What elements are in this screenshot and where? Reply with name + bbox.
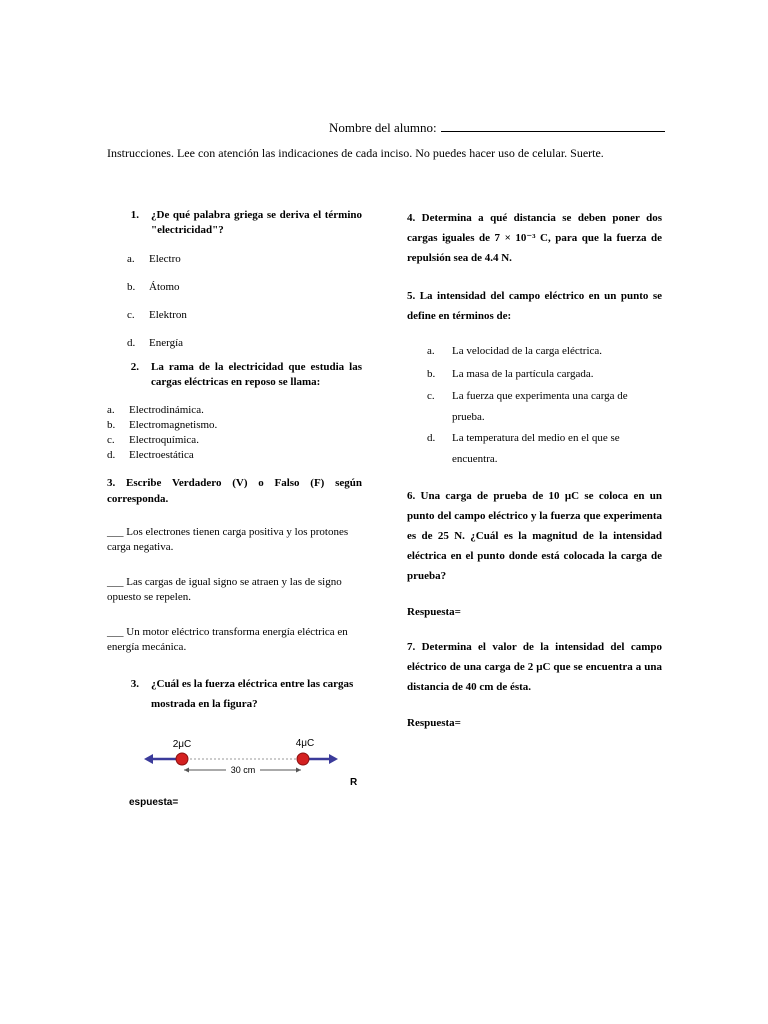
question-3b-number: 3. [130,678,139,690]
question-2 [107,360,362,390]
true-false-statement: ___ Las cargas de igual signo se atraen y las de signo opuesto se repelen. [107,576,342,603]
option-item: c. La fuerza que experimenta una carga de prueba. [427,390,628,423]
distance-label: 30 cm [230,765,256,775]
student-name-line [329,120,665,136]
question-7: 7. Determina el valor de la intensidad del campo eléctrico de una carga de 2 μC que se encuentra a una distancia de 40 cm de ésta. [407,641,662,693]
option-item: d. La temperatura del medio en el que se encuentra. [427,432,620,465]
question-4: 4. Determina a qué distancia se deben poner dos cargas iguales de 7 × 10⁻³ C, para que la fuerza de repulsión sea de 4.4 N. [407,212,662,264]
true-false-statement: ___ Un motor eléctrico transforma energía eléctrica en energía mecánica. [107,626,348,653]
question-3b-text: ¿Cuál es la fuerza eléctrica entre las cargas mostrada en la figura? [151,678,354,710]
question-1 [107,208,362,238]
option-item: d. Energía [127,337,184,349]
charge-2-label: 4μC [295,738,315,749]
answer-rest-fragment: espuesta= [129,797,179,808]
option-item: b. Electromagnetismo. [107,419,218,431]
option-item: c. Electroquímica. [107,434,199,446]
option-item: c. Elektron [127,309,187,321]
question-1-options [107,252,362,351]
answer-r-fragment: R [350,777,358,788]
option-item: a. Electrodinámica. [107,404,204,416]
question-5-options [407,341,662,470]
charge-1-label: 2μC [172,739,192,750]
right-column [407,208,662,733]
option-item: d. Electroestática [107,449,194,461]
left-column [107,208,362,714]
question-3-true-false: 3. Escribe Verdadero (V) o Falso (F) según corresponda. [107,477,362,505]
student-name-label: Nombre del alumno: [329,120,437,135]
true-false-statement: ___ Los electrones tienen carga positiva y los protones carga negativa. [107,526,349,553]
option-item: a. La velocidad de la carga eléctrica. [427,345,603,357]
force-arrow-left [144,754,180,764]
option-item: a. Electro [127,253,181,265]
answer-7: Respuesta= [407,717,461,729]
answer-6: Respuesta= [407,606,461,618]
instructions: Instrucciones. Lee con atención las indicaciones de cada inciso. No puedes hacer uso de celular. Suerte. [107,146,604,160]
question-3b [107,674,362,714]
question-5: 5. La intensidad del campo eléctrico en un punto se define en términos de: [407,290,662,322]
question-2-number: 2. [130,361,139,373]
question-2-text: La rama de la electricidad que estudia las cargas eléctricas en reposo se llama: [151,361,362,388]
question-1-number: 1. [130,209,139,221]
student-name-blank[interactable] [441,120,665,132]
question-1-text: ¿De qué palabra griega se deriva el término "electricidad"? [151,209,362,236]
question-2-options [107,403,362,463]
option-item: b. Átomo [127,281,180,293]
charges-figure [140,732,340,782]
question-6: 6. Una carga de prueba de 10 μC se coloca en un punto del campo eléctrico y la fuerza que experimenta es de 25 N. ¿Cuál es la magnitud de la intensidad eléctrica en el punto donde está colocada la carga de prueba? [407,490,662,582]
charge-2-dot [297,753,309,765]
charge-1-dot [176,753,188,765]
option-item: b. La masa de la partícula cargada. [427,368,594,380]
